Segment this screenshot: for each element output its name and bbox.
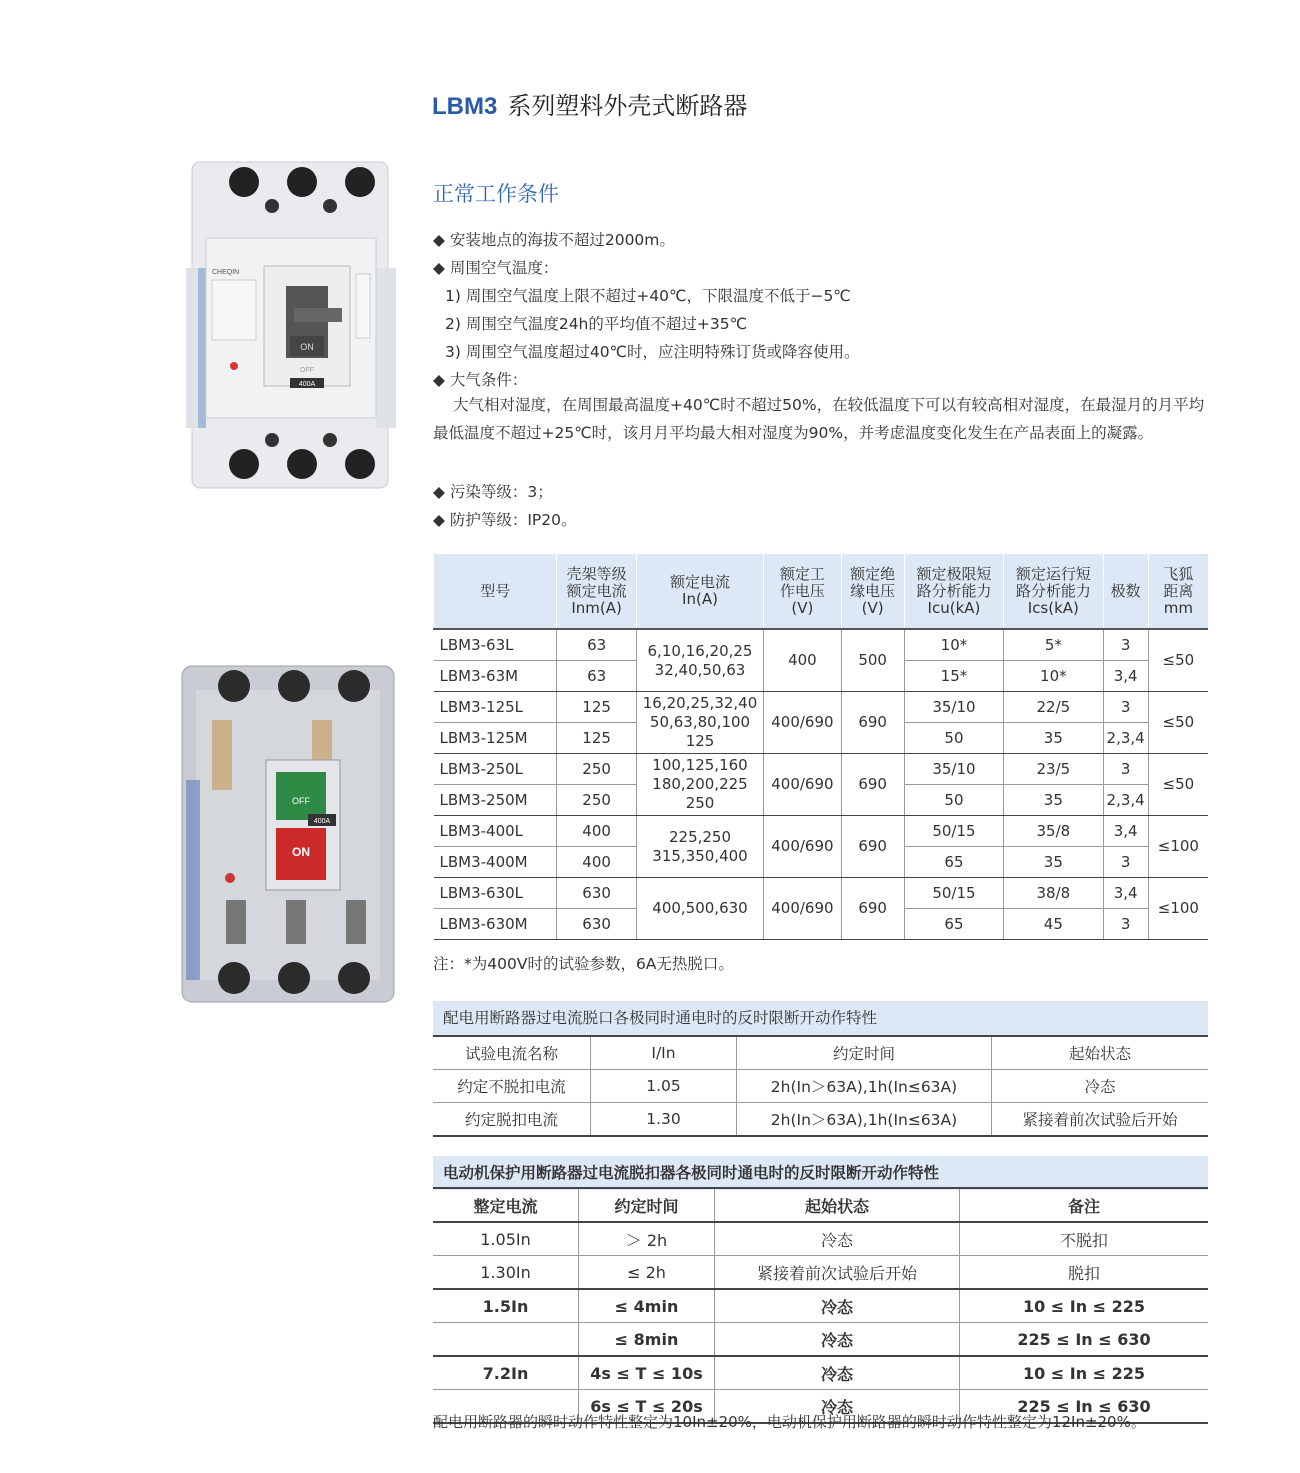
table-cell: 35 [1004, 785, 1103, 816]
arc-distance-cell: ≤100 [1148, 878, 1208, 940]
table-cell: 250 [557, 754, 636, 785]
current-range-line: 250 [685, 794, 715, 812]
spec-table-header [434, 554, 1209, 629]
table-cell: ≤ 4min [579, 1289, 715, 1323]
current-range-line: 32,40,50,63 [654, 660, 746, 679]
insulation-cell: 690 [841, 816, 904, 878]
table-cell: 65 [904, 909, 1003, 940]
current-range-cell [636, 754, 763, 816]
table-row [434, 692, 1209, 723]
table-cell: 6s ≤ T ≤ 20s [579, 1390, 715, 1424]
table-cell [433, 1323, 579, 1357]
table-cell: 125 [557, 692, 636, 723]
table-row [433, 1256, 1208, 1290]
table-cell: 1.05In [433, 1222, 579, 1256]
current-range-line: 125 [685, 732, 715, 750]
table-cell: 630 [557, 909, 636, 940]
section-heading: 正常工作条件 [433, 182, 559, 206]
model-cell: LBM3-63M [434, 661, 557, 692]
table-row [433, 1103, 1208, 1137]
table-cell: ≤ 2h [579, 1256, 715, 1290]
table-cell: 23/5 [1004, 754, 1103, 785]
voltage-cell: 400/690 [764, 692, 841, 754]
breaker-transparent-image [172, 660, 404, 1010]
table-cell: 冷态 [715, 1356, 960, 1390]
current-range-line: 180,200,225 [652, 775, 748, 793]
current-range-cell [636, 629, 763, 692]
condition-temp-2: 2) 周围空气温度24h的平均值不超过+35℃ [445, 315, 748, 333]
table-cell: 250 [557, 785, 636, 816]
model-cell: LBM3-400L [434, 816, 557, 847]
model-cell: LBM3-125M [434, 723, 557, 754]
table-cell: 2h(In＞63A),1h(In≤63A) [737, 1103, 992, 1137]
table-cell: 225 ≤ In ≤ 630 [960, 1323, 1209, 1357]
table-cell: 3 [1103, 692, 1148, 723]
model-cell: LBM3-63L [434, 629, 557, 661]
table-cell: 35/8 [1004, 816, 1103, 847]
dist-header-name: 试验电流名称 [433, 1036, 591, 1070]
table-cell: 3 [1103, 909, 1148, 940]
table-cell: 冷态 [992, 1070, 1209, 1103]
model-cell: LBM3-250M [434, 785, 557, 816]
current-range-cell [636, 692, 763, 754]
title-name: 系列塑料外壳式断路器 [507, 92, 748, 120]
table-cell: 22/5 [1004, 692, 1103, 723]
table-cell: 63 [557, 629, 636, 661]
breaker-white-image [186, 158, 396, 493]
breaker-transparent-on-label: ON [292, 845, 310, 859]
spec-header-ics: 额定运行短 路分析能力 Ics(kA) [1004, 554, 1103, 629]
model-cell: LBM3-250L [434, 754, 557, 785]
current-range-cell [636, 816, 763, 878]
table-cell: 50 [904, 785, 1003, 816]
model-cell: LBM3-630M [434, 909, 557, 940]
condition-temperature: ◆ 周围空气温度： [433, 259, 559, 277]
table-cell: 10* [904, 629, 1003, 661]
table-cell: 脱扣 [960, 1256, 1209, 1290]
table-cell: 400 [557, 847, 636, 878]
breaker-transparent-rating-label: 400A [313, 818, 331, 825]
table-cell: 35/10 [904, 692, 1003, 723]
spec-header-in: 额定电流 In(A) [636, 554, 763, 629]
table-cell: 4s ≤ T ≤ 10s [579, 1356, 715, 1390]
spec-note: 注：*为400V时的试验参数，6A无热脱口。 [433, 955, 734, 973]
table-cell: 10 ≤ In ≤ 225 [960, 1289, 1209, 1323]
table-cell: 不脱扣 [960, 1222, 1209, 1256]
table-cell: ＞ 2h [579, 1222, 715, 1256]
table-cell: 125 [557, 723, 636, 754]
dist-header-time: 约定时间 [737, 1036, 992, 1070]
condition-temp-3: 3) 周围空气温度超过40℃时，应注明特殊订货或降容使用。 [445, 343, 860, 361]
current-range-line: 400,500,630 [652, 899, 748, 917]
table-cell: 5* [1004, 629, 1103, 661]
spec-header-poles: 极数 [1103, 554, 1148, 629]
title-model: LBM3 [432, 93, 498, 120]
table-cell: 38/8 [1004, 878, 1103, 909]
footnote: 配电用断路器的瞬时动作特性整定为10In±20%，电动机保护用断路器的瞬时动作特性整定为12In±20%。 [433, 1413, 1146, 1431]
current-range-line: 315,350,400 [652, 846, 748, 865]
table-cell: 10* [1004, 661, 1103, 692]
table-cell: 约定脱扣电流 [433, 1103, 591, 1137]
motor-header-state: 起始状态 [715, 1188, 960, 1222]
motor-header-time: 约定时间 [579, 1188, 715, 1222]
spec-header-insulation: 额定绝 缘电压 (V) [841, 554, 904, 629]
spec-header-inm: 壳架等级 额定电流 Inm(A) [557, 554, 636, 629]
table-row [434, 878, 1209, 909]
table-cell: 35 [1004, 723, 1103, 754]
table-cell: 65 [904, 847, 1003, 878]
insulation-cell: 500 [841, 629, 904, 692]
voltage-cell: 400/690 [764, 816, 841, 878]
motor-title: 电动机保护用断路器过电流脱扣器各极同时通电时的反时限断开动作特性 [433, 1156, 1208, 1190]
table-cell: 45 [1004, 909, 1103, 940]
table-cell: ≤ 8min [579, 1323, 715, 1357]
condition-protection: ◆ 防护等级：IP20。 [433, 511, 577, 529]
motor-header [433, 1188, 1208, 1222]
table-cell: 1.30 [591, 1103, 737, 1137]
condition-temp-1: 1) 周围空气温度上限不超过+40℃，下限温度不低于−5℃ [445, 287, 851, 305]
table-cell: 冷态 [715, 1323, 960, 1357]
distribution-header [433, 1036, 1208, 1070]
model-cell: LBM3-125L [434, 692, 557, 723]
table-cell: 冷态 [715, 1222, 960, 1256]
spec-header-icu: 额定极限短 路分析能力 Icu(kA) [904, 554, 1003, 629]
spec-header-arc: 飞狐 距离 mm [1148, 554, 1208, 629]
table-cell: 约定不脱扣电流 [433, 1070, 591, 1103]
table-cell: 50/15 [904, 816, 1003, 847]
table-row [433, 1323, 1208, 1357]
table-cell: 3,4 [1103, 661, 1148, 692]
breaker-white-on-label: ON [300, 342, 314, 352]
dist-header-ratio: I/In [591, 1036, 737, 1070]
motor-header-remark: 备注 [960, 1188, 1209, 1222]
table-cell: 3 [1103, 754, 1148, 785]
table-cell: 2h(In＞63A),1h(In≤63A) [737, 1070, 992, 1103]
table-cell: 50 [904, 723, 1003, 754]
model-cell: LBM3-400M [434, 847, 557, 878]
table-cell: 2,3,4 [1103, 723, 1148, 754]
current-range-line: 16,20,25,32,40 [642, 694, 758, 712]
current-range-cell [636, 878, 763, 940]
motor-header-current: 整定电流 [433, 1188, 579, 1222]
model-cell: LBM3-630L [434, 878, 557, 909]
table-cell: 紧接着前次试验后开始 [992, 1103, 1209, 1137]
table-row [433, 1289, 1208, 1323]
current-range-line: 225,250 [668, 827, 732, 846]
table-cell: 50/15 [904, 878, 1003, 909]
arc-distance-cell: ≤100 [1148, 816, 1208, 878]
table-cell: 冷态 [715, 1390, 960, 1424]
breaker-white-off-label: OFF [300, 367, 314, 374]
table-cell: 10 ≤ In ≤ 225 [960, 1356, 1209, 1390]
table-cell: 1.5In [433, 1289, 579, 1323]
breaker-transparent-off-label: OFF [292, 796, 310, 806]
table-cell: 3 [1103, 629, 1148, 661]
table-cell: 400 [557, 816, 636, 847]
table-cell: 35 [1004, 847, 1103, 878]
current-range-line: 100,125,160 [652, 756, 748, 774]
table-row [433, 1356, 1208, 1390]
voltage-cell: 400/690 [764, 878, 841, 940]
table-row [434, 629, 1209, 661]
distribution-title: 配电用断路器过电流脱口各极同时通电时的反时限断开动作特性 [433, 1001, 1208, 1035]
table-cell: 1.05 [591, 1070, 737, 1103]
table-row [434, 754, 1209, 785]
table-cell: 1.30In [433, 1256, 579, 1290]
condition-pollution: ◆ 污染等级：3； [433, 483, 553, 501]
table-cell: 15* [904, 661, 1003, 692]
insulation-cell: 690 [841, 878, 904, 940]
table-row [434, 816, 1209, 847]
spec-header-voltage: 额定工 作电压 (V) [764, 554, 841, 629]
arc-distance-cell: ≤50 [1148, 754, 1208, 816]
insulation-cell: 690 [841, 754, 904, 816]
table-cell: 225 ≤ In ≤ 630 [960, 1390, 1209, 1424]
insulation-cell: 690 [841, 692, 904, 754]
condition-altitude: ◆ 安装地点的海拔不超过2000m。 [433, 231, 675, 249]
voltage-cell: 400 [764, 629, 841, 692]
spec-table [433, 554, 1208, 940]
table-cell: 3,4 [1103, 816, 1148, 847]
condition-atmosphere: ◆ 大气条件： [433, 371, 528, 389]
table-cell: 630 [557, 878, 636, 909]
dist-header-state: 起始状态 [992, 1036, 1209, 1070]
table-cell: 3 [1103, 847, 1148, 878]
table-row [433, 1222, 1208, 1256]
page-title [432, 86, 747, 121]
breaker-white-brand-label: CHEQIN [212, 269, 240, 276]
current-range-line: 50,63,80,100 [649, 713, 751, 731]
spec-header-model: 型号 [434, 554, 557, 629]
table-cell: 冷态 [715, 1289, 960, 1323]
atmosphere-text: 大气相对湿度，在周围最高温度+40℃时不超过50%，在较低温度下可以有较高相对湿度，在最湿月的月平均最低温度不超过+25℃时，该月月平均最大相对湿度为90%，并考虑温度变化发生在产品表面上的凝露。 [433, 396, 1205, 442]
motor-table [433, 1187, 1208, 1424]
table-cell: 2,3,4 [1103, 785, 1148, 816]
current-range-line: 6,10,16,20,25 [647, 641, 753, 660]
table-cell: 63 [557, 661, 636, 692]
arc-distance-cell: ≤50 [1148, 629, 1208, 692]
table-cell: 3,4 [1103, 878, 1148, 909]
table-row [433, 1070, 1208, 1103]
table-cell: 35/10 [904, 754, 1003, 785]
table-cell: 7.2In [433, 1356, 579, 1390]
breaker-white-rating-label: 400A [298, 381, 316, 388]
voltage-cell: 400/690 [764, 754, 841, 816]
distribution-table [433, 1035, 1208, 1137]
arc-distance-cell: ≤50 [1148, 692, 1208, 754]
table-cell: 紧接着前次试验后开始 [715, 1256, 960, 1290]
